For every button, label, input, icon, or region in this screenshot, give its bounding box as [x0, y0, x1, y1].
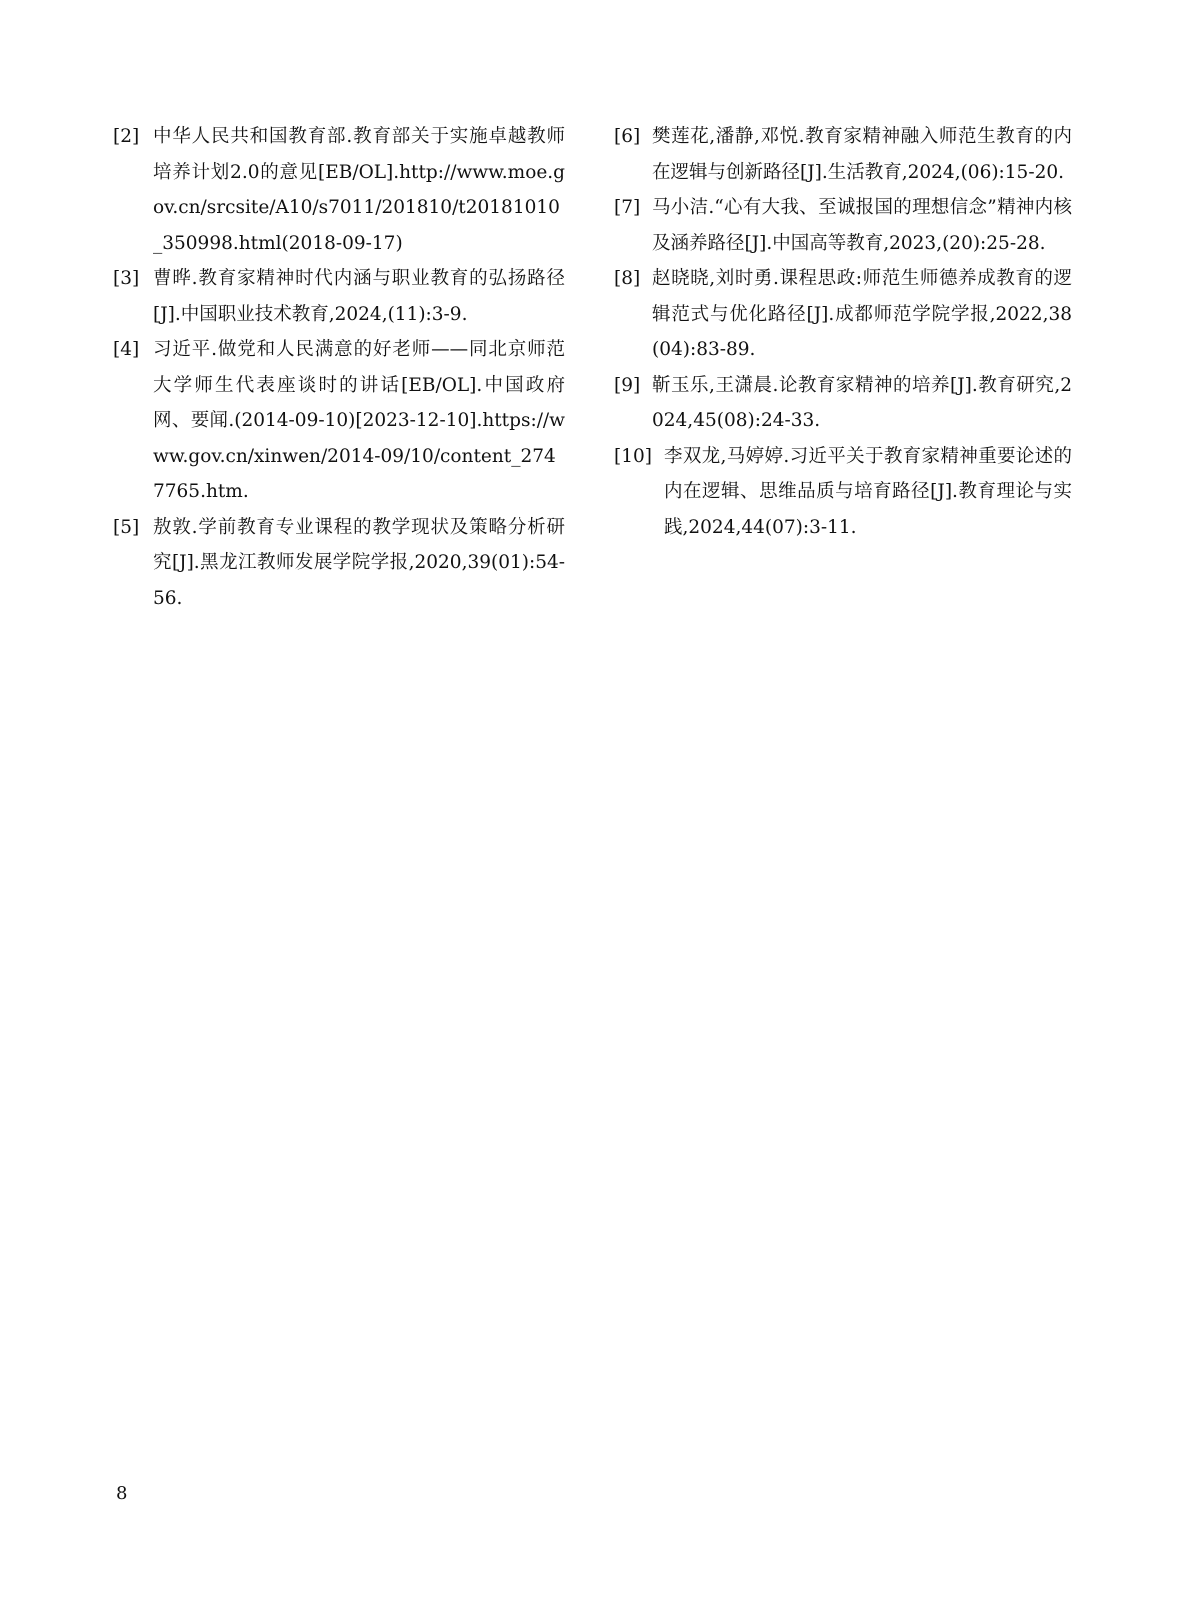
reference-item	[614, 190, 1072, 261]
reference-number: [9]	[614, 374, 641, 396]
reference-text: 习近平.做党和人民满意的好老师——同北京师范大学师生代表座谈时的讲话[EB/OL].中国政府网、要闻.(2014-09-10)[2023-12-10].https://www.gov.cn/xinwen/2014-09/10/content_2747765.htm.	[153, 339, 565, 502]
reference-number: [4]	[113, 339, 140, 360]
reference-text: 靳玉乐,王潇晨.论教育家精神的培养[J].教育研究,2024,45(08):24-33.	[652, 374, 1072, 431]
reference-number: [2]	[113, 126, 140, 147]
reference-text: 敖敦.学前教育专业课程的教学现状及策略分析研究[J].黑龙江教师发展学院学报,2020,39(01):54-56.	[153, 516, 565, 609]
reference-item	[614, 119, 1072, 190]
references-right-column	[614, 119, 1072, 545]
reference-text: 樊莲花,潘静,邓悦.教育家精神融入师范生教育的内在逻辑与创新路径[J].生活教育,2024,(06):15-20.	[652, 126, 1072, 183]
reference-number: [5]	[113, 516, 140, 538]
reference-text: 马小洁.“心有大我、至诚报国的理想信念”精神内核及涵养路径[J].中国高等教育,2023,(20):25-28.	[652, 197, 1072, 254]
page-number: 8	[116, 1483, 128, 1504]
reference-item	[113, 119, 565, 261]
reference-item	[614, 439, 1072, 546]
reference-item	[614, 261, 1072, 368]
reference-number: [10]	[614, 445, 652, 467]
reference-text: 中华人民共和国教育部.教育部关于实施卓越教师培养计划2.0的意见[EB/OL].http://www.moe.gov.cn/srcsite/A10/s7011/201810/t20181010_350998.html(2018-09-17)	[153, 126, 565, 254]
reference-text: 曹晔.教育家精神时代内涵与职业教育的弘扬路径[J].中国职业技术教育,2024,(11):3-9.	[153, 268, 565, 325]
reference-number: [7]	[614, 197, 641, 218]
reference-text: 李双龙,马婷婷.习近平关于教育家精神重要论述的内在逻辑、思维品质与培育路径[J].教育理论与实践,2024,44(07):3-11.	[664, 445, 1072, 538]
reference-text: 赵晓晓,刘时勇.课程思政:师范生师德养成教育的逻辑范式与优化路径[J].成都师范学院学报,2022,38 (04):83-89.	[652, 268, 1072, 360]
reference-number: [6]	[614, 126, 641, 147]
reference-number: [3]	[113, 268, 140, 289]
reference-item	[113, 332, 565, 510]
reference-item	[113, 261, 565, 332]
reference-item	[614, 368, 1072, 439]
reference-item	[113, 510, 565, 617]
reference-number: [8]	[614, 268, 641, 289]
references-left-column	[113, 119, 565, 616]
